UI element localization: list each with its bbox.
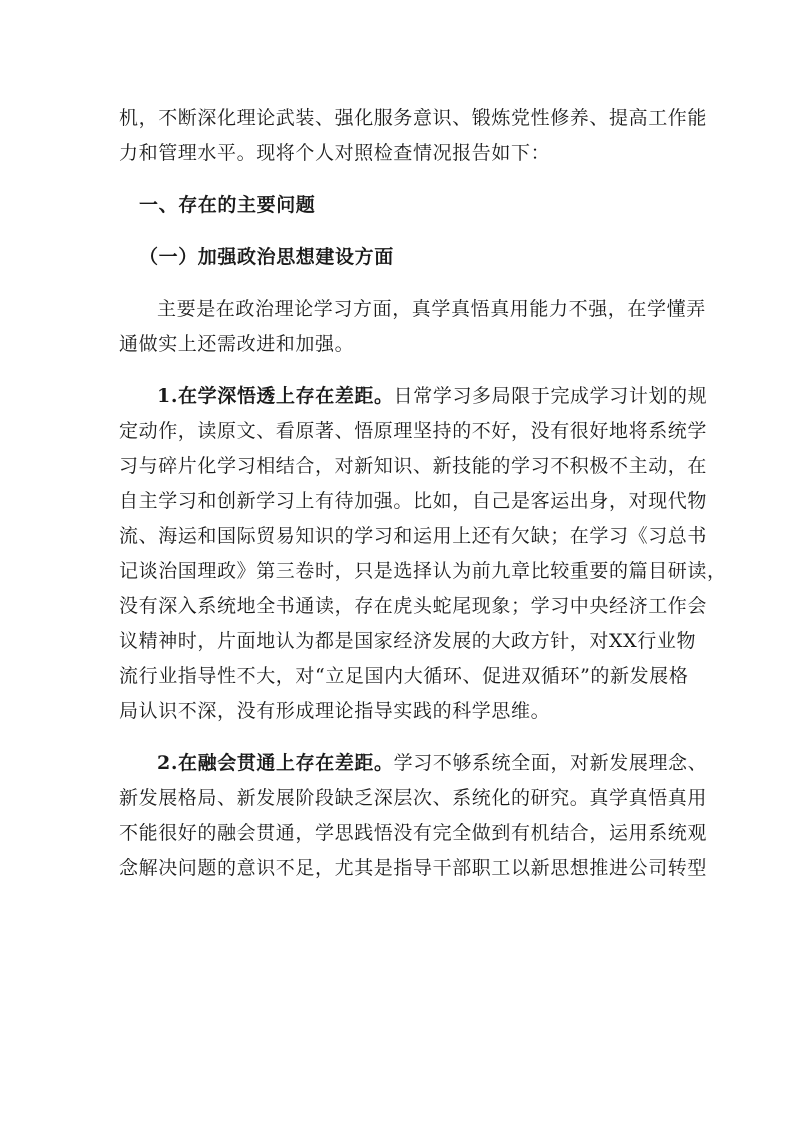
item-1-text: 日常学习多局限于完成学习计划的规	[393, 385, 708, 407]
item-2-line: 念解决问题的意识不足，尤其是指导干部职工以新思想推进公司转型	[119, 857, 708, 879]
paragraph-gap	[119, 171, 679, 188]
intro-line: 力和管理水平。现将个人对照检查情况报告如下：	[119, 142, 551, 164]
item-1-label: 1.在学深悟透上存在差距。	[157, 385, 394, 407]
intro-line: 机，不断深化理论武装、强化服务意识、锻炼党性修养、提高工作能	[119, 107, 708, 129]
paragraph-gap	[119, 275, 679, 292]
item-2-line: 不能很好的融会贯通，学思践悟没有完全做到有机结合，运用系统观	[119, 822, 708, 844]
paragraph-line: 主要是在政治理论学习方面，真学真悟真用能力不强，在学懂弄	[157, 298, 706, 320]
item-2-first-line	[119, 746, 708, 781]
item-1-line: 记谈治国理政》第三卷时，只是选择认为前九章比较重要的篇目研读，	[119, 560, 727, 582]
document-body	[119, 101, 727, 886]
item-1-line: 局认识不深，没有形成理论指导实践的科学思维。	[119, 700, 551, 722]
item-1-line: 议精神时，片面地认为都是国家经济发展的大政方针，对XX行业物	[119, 630, 697, 652]
section-heading: 一、存在的主要问题	[139, 194, 316, 216]
item-1-line: 定动作，读原文、看原著、悟原理坚持的不好，没有很好地将系统学	[119, 420, 708, 442]
item-2-text: 学习不够系统全面，对新发展理念、	[393, 752, 708, 774]
item-1-line: 习与碎片化学习相结合，对新知识、新技能的学习不积极不主动，在	[119, 455, 708, 477]
item-1-line: 流、海运和国际贸易知识的学习和运用上还有欠缺；在学习《习总书	[119, 525, 708, 547]
paragraph-gap	[119, 362, 679, 379]
item-1-line: 流行业指导性不大，对“立足国内大循环、促进双循环”的新发展格	[119, 665, 689, 687]
item-1-line: 自主学习和创新学习上有待加强。比如，自己是客运出身，对现代物	[119, 490, 708, 512]
item-2-label: 2.在融会贯通上存在差距。	[157, 752, 394, 774]
subsection-heading: （一）加强政治思想建设方面	[139, 246, 394, 268]
paragraph-line: 通做实上还需改进和加强。	[119, 333, 355, 355]
paragraph-gap	[119, 729, 679, 746]
item-2-line: 新发展格局、新发展阶段缺乏深层次、系统化的研究。真学真悟真用	[119, 787, 708, 809]
item-1-first-line	[119, 379, 708, 414]
item-1-line: 没有深入系统地全书通读，存在虎头蛇尾现象；学习中央经济工作会	[119, 595, 708, 617]
paragraph-gap	[119, 223, 679, 240]
